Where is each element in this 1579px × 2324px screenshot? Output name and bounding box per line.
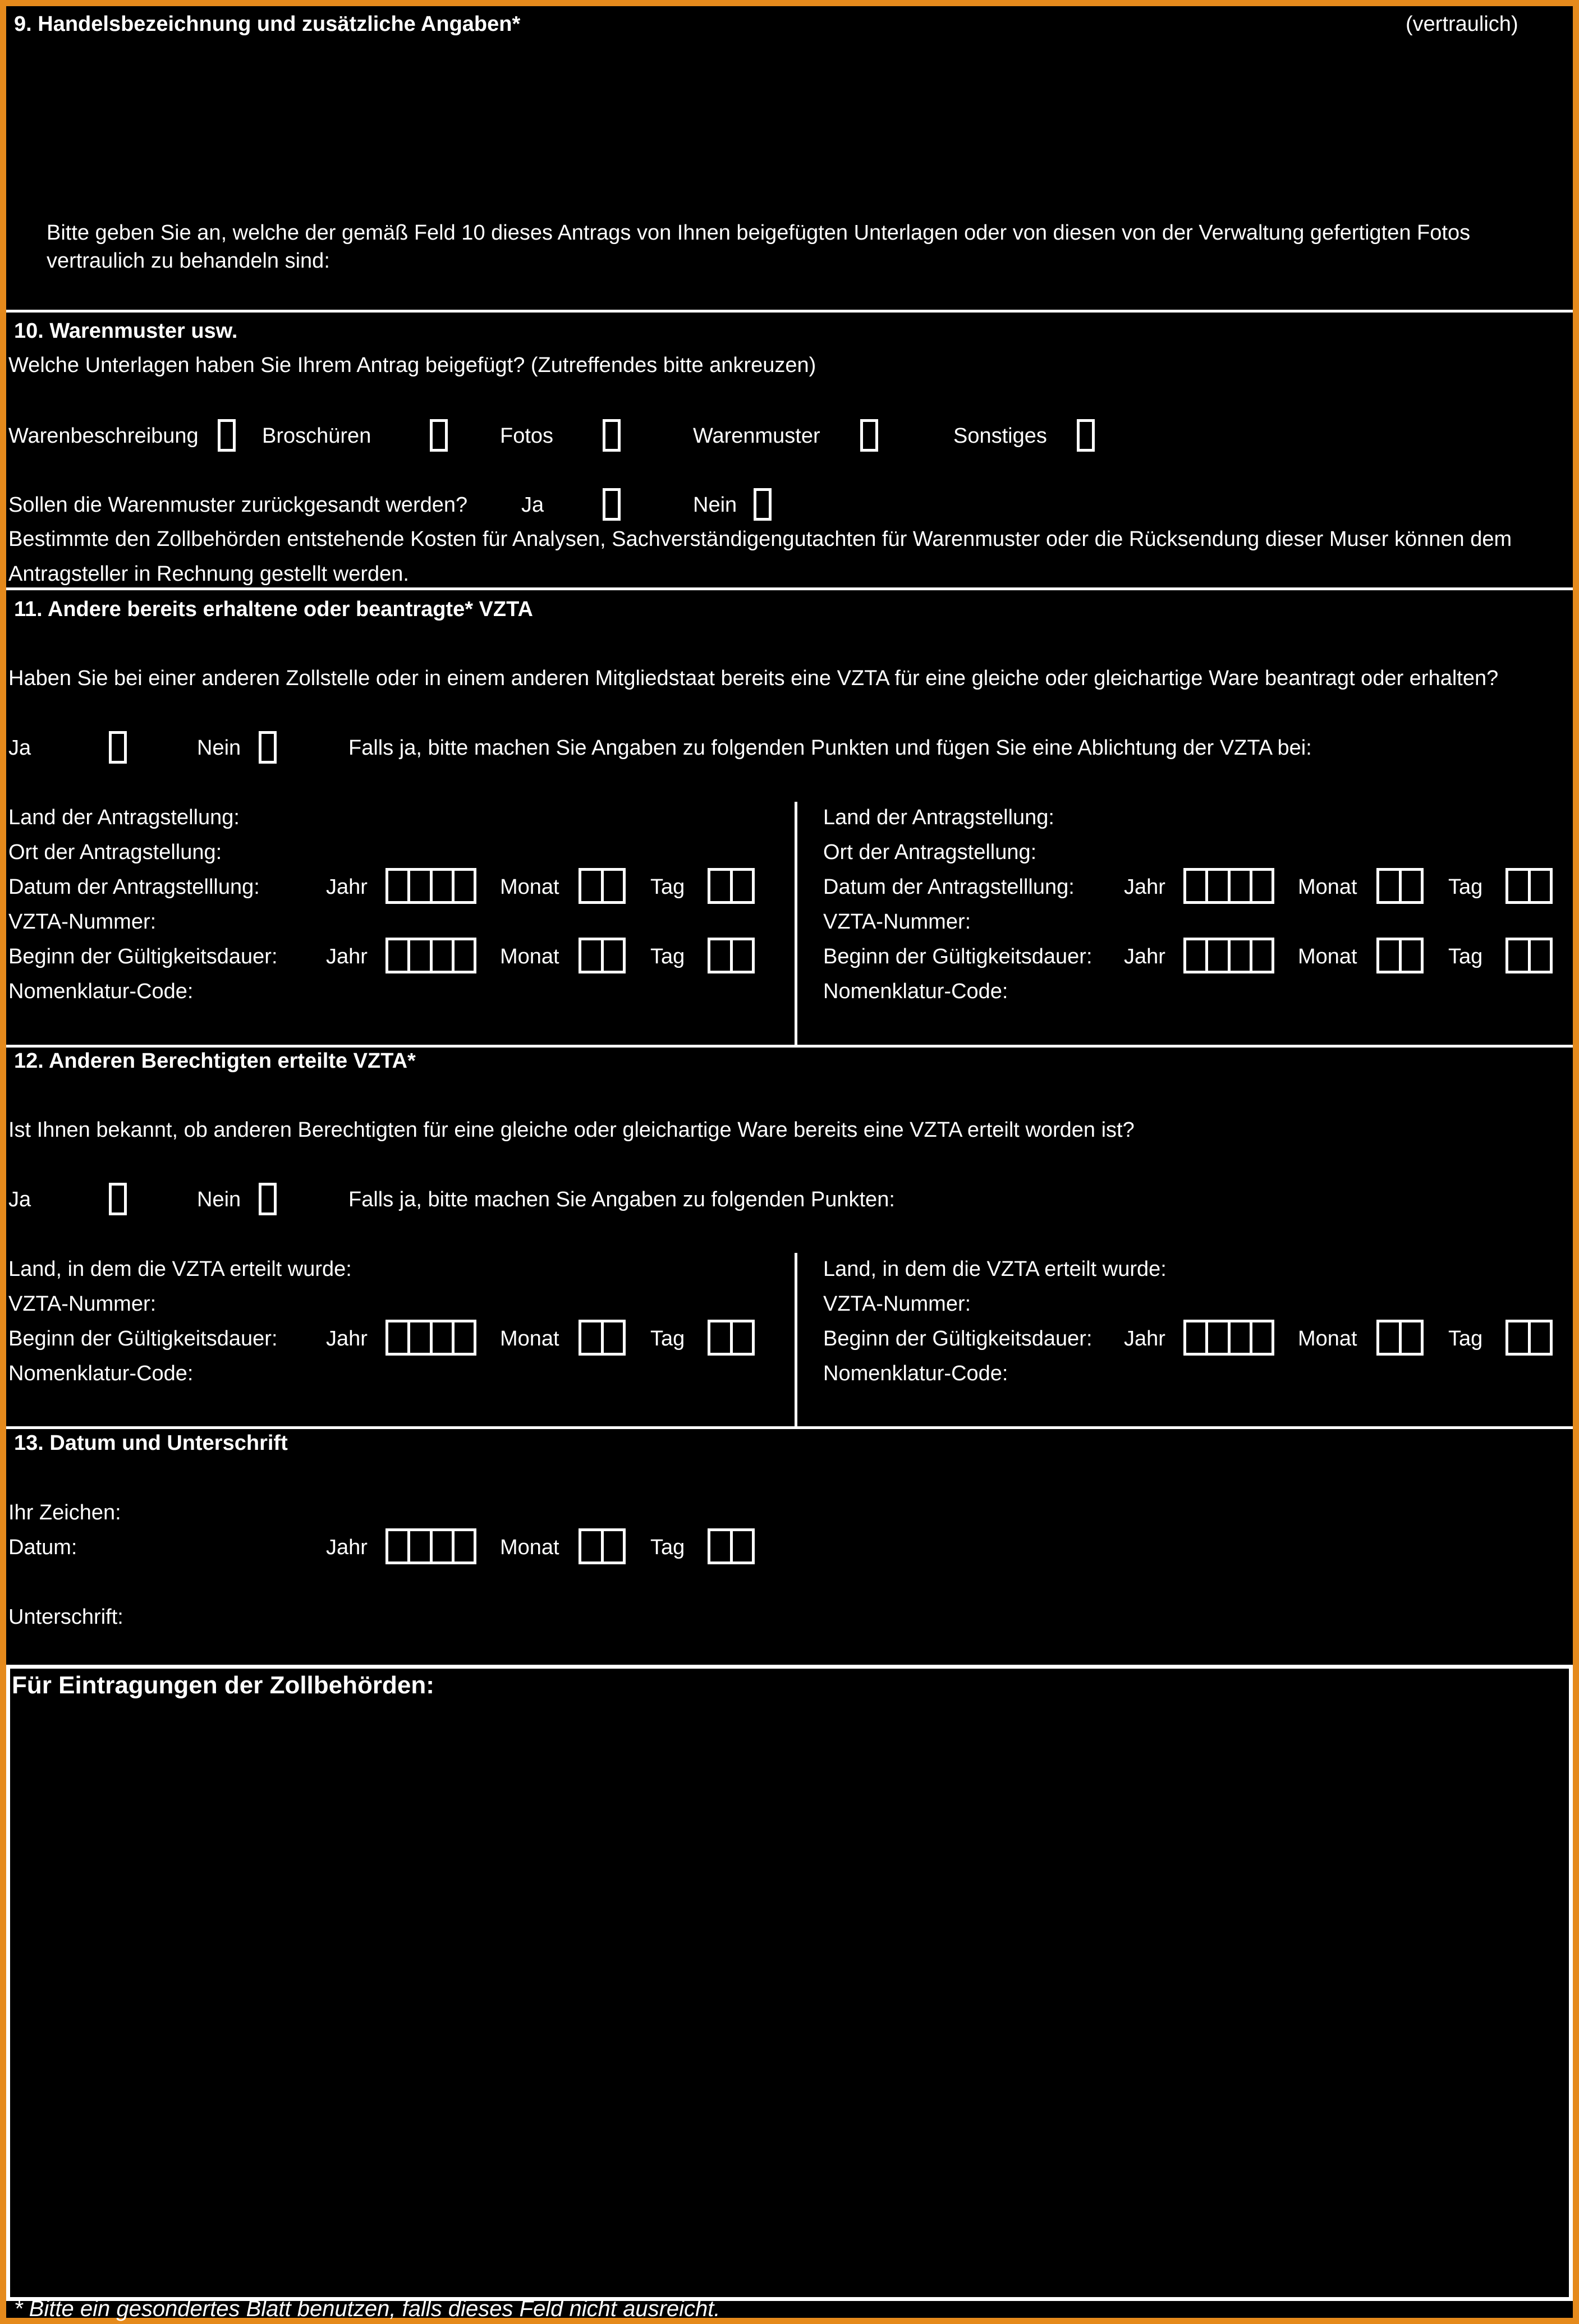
ort-label: Ort der Antragstellung: — [823, 841, 1037, 864]
month-label: Monat — [500, 1327, 559, 1351]
validity-start-label: Beginn der Gültigkeitsdauer: — [823, 1327, 1093, 1351]
validity-start-label: Beginn der Gültigkeitsdauer: — [823, 945, 1093, 968]
return-no-label: Nein — [693, 493, 737, 517]
reference-label: Ihr Zeichen: — [8, 1501, 121, 1524]
month-label: Monat — [500, 945, 559, 968]
datum-label: Datum der Antragstelllung: — [823, 875, 1075, 899]
section-9-note-cont: vertraulich zu behandeln sind: — [47, 249, 330, 273]
year-boxes[interactable] — [385, 1528, 476, 1564]
s11-no-label: Nein — [197, 736, 241, 760]
land-granted-label: Land, in dem die VZTA erteilt wurde: — [823, 1257, 1167, 1281]
year-boxes[interactable] — [1183, 938, 1274, 973]
datum-label: Datum der Antragstelllung: — [8, 875, 260, 899]
option-label-warenmuster: Warenmuster — [693, 424, 820, 448]
section-10-title: 10. Warenmuster usw. — [14, 319, 238, 343]
s11-if-yes-note: Falls ja, bitte machen Sie Angaben zu folgenden Punkten und fügen Sie eine Ablichtung der VZTA bei: — [348, 736, 1312, 760]
day-label: Tag — [1448, 875, 1483, 899]
year-label: Jahr — [1124, 875, 1165, 899]
checkbox-warenmuster[interactable] — [860, 419, 878, 452]
option-label-warenbeschreibung: Warenbeschreibung — [8, 424, 199, 448]
checkbox-warenbeschreibung[interactable] — [218, 419, 236, 452]
year-label: Jahr — [326, 1536, 368, 1559]
cost-note: Bestimmte den Zollbehörden entstehende Kosten für Analysen, Sachverständigengutachten für Warenmuster oder die Rücksendung dieser Muser können dem — [8, 527, 1512, 551]
vzta-number-label: VZTA-Nummer: — [8, 1292, 157, 1316]
month-boxes[interactable] — [579, 938, 626, 973]
form-page — [6, 6, 1573, 2321]
footnote: * Bitte ein gesondertes Blatt benutzen, falls dieses Feld nicht ausreicht. — [14, 2297, 720, 2321]
vzta-number-label: VZTA-Nummer: — [8, 910, 157, 934]
customs-entries-box[interactable] — [6, 1665, 1573, 2301]
checkbox-s11-no[interactable] — [259, 731, 277, 764]
month-boxes[interactable] — [579, 1528, 626, 1564]
nomenclature-code-label: Nomenklatur-Code: — [823, 980, 1008, 1003]
day-boxes[interactable] — [1505, 938, 1553, 973]
vzta-number-label: VZTA-Nummer: — [823, 910, 971, 934]
nomenclature-code-label: Nomenklatur-Code: — [8, 980, 194, 1003]
confidential-label: (vertraulich) — [1406, 12, 1518, 36]
s11-yes-label: Ja — [8, 736, 31, 760]
day-label: Tag — [1448, 945, 1483, 968]
checkbox-broschueren[interactable] — [430, 419, 448, 452]
day-boxes[interactable] — [1505, 868, 1553, 904]
section-9-title: 9. Handelsbezeichnung und zusätzliche Angaben* — [14, 12, 521, 36]
section-13-title: 13. Datum und Unterschrift — [14, 1431, 288, 1455]
day-label: Tag — [650, 945, 685, 968]
day-boxes[interactable] — [1505, 1320, 1553, 1356]
divider — [6, 1426, 1573, 1429]
signature-label: Unterschrift: — [8, 1605, 123, 1629]
month-label: Monat — [500, 1536, 559, 1559]
year-boxes[interactable] — [385, 1320, 476, 1356]
day-label: Tag — [650, 875, 685, 899]
customs-entries-title: Für Eintragungen der Zollbehörden: — [12, 1671, 434, 1699]
month-boxes[interactable] — [1376, 1320, 1424, 1356]
year-label: Jahr — [326, 875, 368, 899]
land-granted-label: Land, in dem die VZTA erteilt wurde: — [8, 1257, 352, 1281]
month-label: Monat — [500, 875, 559, 899]
month-boxes[interactable] — [1376, 868, 1424, 904]
s12-no-label: Nein — [197, 1188, 241, 1211]
divider — [6, 587, 1573, 590]
section-12-title: 12. Anderen Berechtigten erteilte VZTA* — [14, 1049, 416, 1073]
day-label: Tag — [650, 1327, 685, 1351]
year-boxes[interactable] — [1183, 1320, 1274, 1356]
year-boxes[interactable] — [1183, 868, 1274, 904]
granted-vzta-question: Ist Ihnen bekannt, ob anderen Berechtigten für eine gleiche oder gleichartige Ware bereits eine VZTA erteilt worden ist? — [8, 1118, 1135, 1142]
month-boxes[interactable] — [1376, 938, 1424, 973]
column-divider — [795, 802, 797, 1045]
day-boxes[interactable] — [708, 868, 755, 904]
validity-start-label: Beginn der Gültigkeitsdauer: — [8, 1327, 278, 1351]
date-label: Datum: — [8, 1536, 77, 1559]
land-label: Land der Antragstellung: — [823, 806, 1054, 829]
year-label: Jahr — [1124, 1327, 1165, 1351]
year-label: Jahr — [326, 945, 368, 968]
section-9-note: Bitte geben Sie an, welche der gemäß Feld 10 dieses Antrags von Ihnen beigefügten Unterlagen oder von diesen von der Verwaltung gefertigten Fotos — [47, 221, 1471, 245]
day-boxes[interactable] — [708, 1528, 755, 1564]
divider — [6, 1045, 1573, 1048]
nomenclature-code-label: Nomenklatur-Code: — [8, 1362, 194, 1385]
divider — [6, 310, 1573, 313]
month-label: Monat — [1298, 945, 1357, 968]
s12-if-yes-note: Falls ja, bitte machen Sie Angaben zu folgenden Punkten: — [348, 1188, 895, 1211]
year-label: Jahr — [1124, 945, 1165, 968]
checkbox-s12-no[interactable] — [259, 1183, 277, 1215]
ort-label: Ort der Antragstellung: — [8, 841, 222, 864]
option-label-sonstiges: Sonstiges — [953, 424, 1047, 448]
checkbox-fotos[interactable] — [603, 419, 621, 452]
day-boxes[interactable] — [708, 1320, 755, 1356]
checkbox-s12-yes[interactable] — [109, 1183, 127, 1215]
checkbox-sonstiges[interactable] — [1077, 419, 1095, 452]
return-yes-label: Ja — [521, 493, 544, 517]
section-11-title: 11. Andere bereits erhaltene oder beantragte* VZTA — [14, 598, 533, 621]
attachments-question: Welche Unterlagen haben Sie Ihrem Antrag beigefügt? (Zutreffendes bitte ankreuzen) — [8, 353, 816, 377]
checkbox-return-yes[interactable] — [603, 488, 621, 521]
day-boxes[interactable] — [708, 938, 755, 973]
option-label-broschueren: Broschüren — [262, 424, 371, 448]
year-boxes[interactable] — [385, 868, 476, 904]
return-question: Sollen die Warenmuster zurückgesandt werden? — [8, 493, 468, 517]
year-label: Jahr — [326, 1327, 368, 1351]
nomenclature-code-label: Nomenklatur-Code: — [823, 1362, 1008, 1385]
month-boxes[interactable] — [579, 1320, 626, 1356]
month-label: Monat — [1298, 875, 1357, 899]
column-divider — [795, 1253, 797, 1427]
validity-start-label: Beginn der Gültigkeitsdauer: — [8, 945, 278, 968]
other-vzta-question: Haben Sie bei einer anderen Zollstelle oder in einem anderen Mitgliedstaat bereits eine VZTA für eine gleiche oder gleichartige Ware beantragt oder erhalten? — [8, 667, 1499, 690]
cost-note-cont: Antragsteller in Rechnung gestellt werden. — [8, 562, 409, 586]
land-label: Land der Antragstellung: — [8, 806, 240, 829]
checkbox-return-no[interactable] — [754, 488, 772, 521]
month-label: Monat — [1298, 1327, 1357, 1351]
day-label: Tag — [1448, 1327, 1483, 1351]
vzta-number-label: VZTA-Nummer: — [823, 1292, 971, 1316]
checkbox-s11-yes[interactable] — [109, 731, 127, 764]
year-boxes[interactable] — [385, 938, 476, 973]
day-label: Tag — [650, 1536, 685, 1559]
s12-yes-label: Ja — [8, 1188, 31, 1211]
option-label-fotos: Fotos — [500, 424, 554, 448]
month-boxes[interactable] — [579, 868, 626, 904]
